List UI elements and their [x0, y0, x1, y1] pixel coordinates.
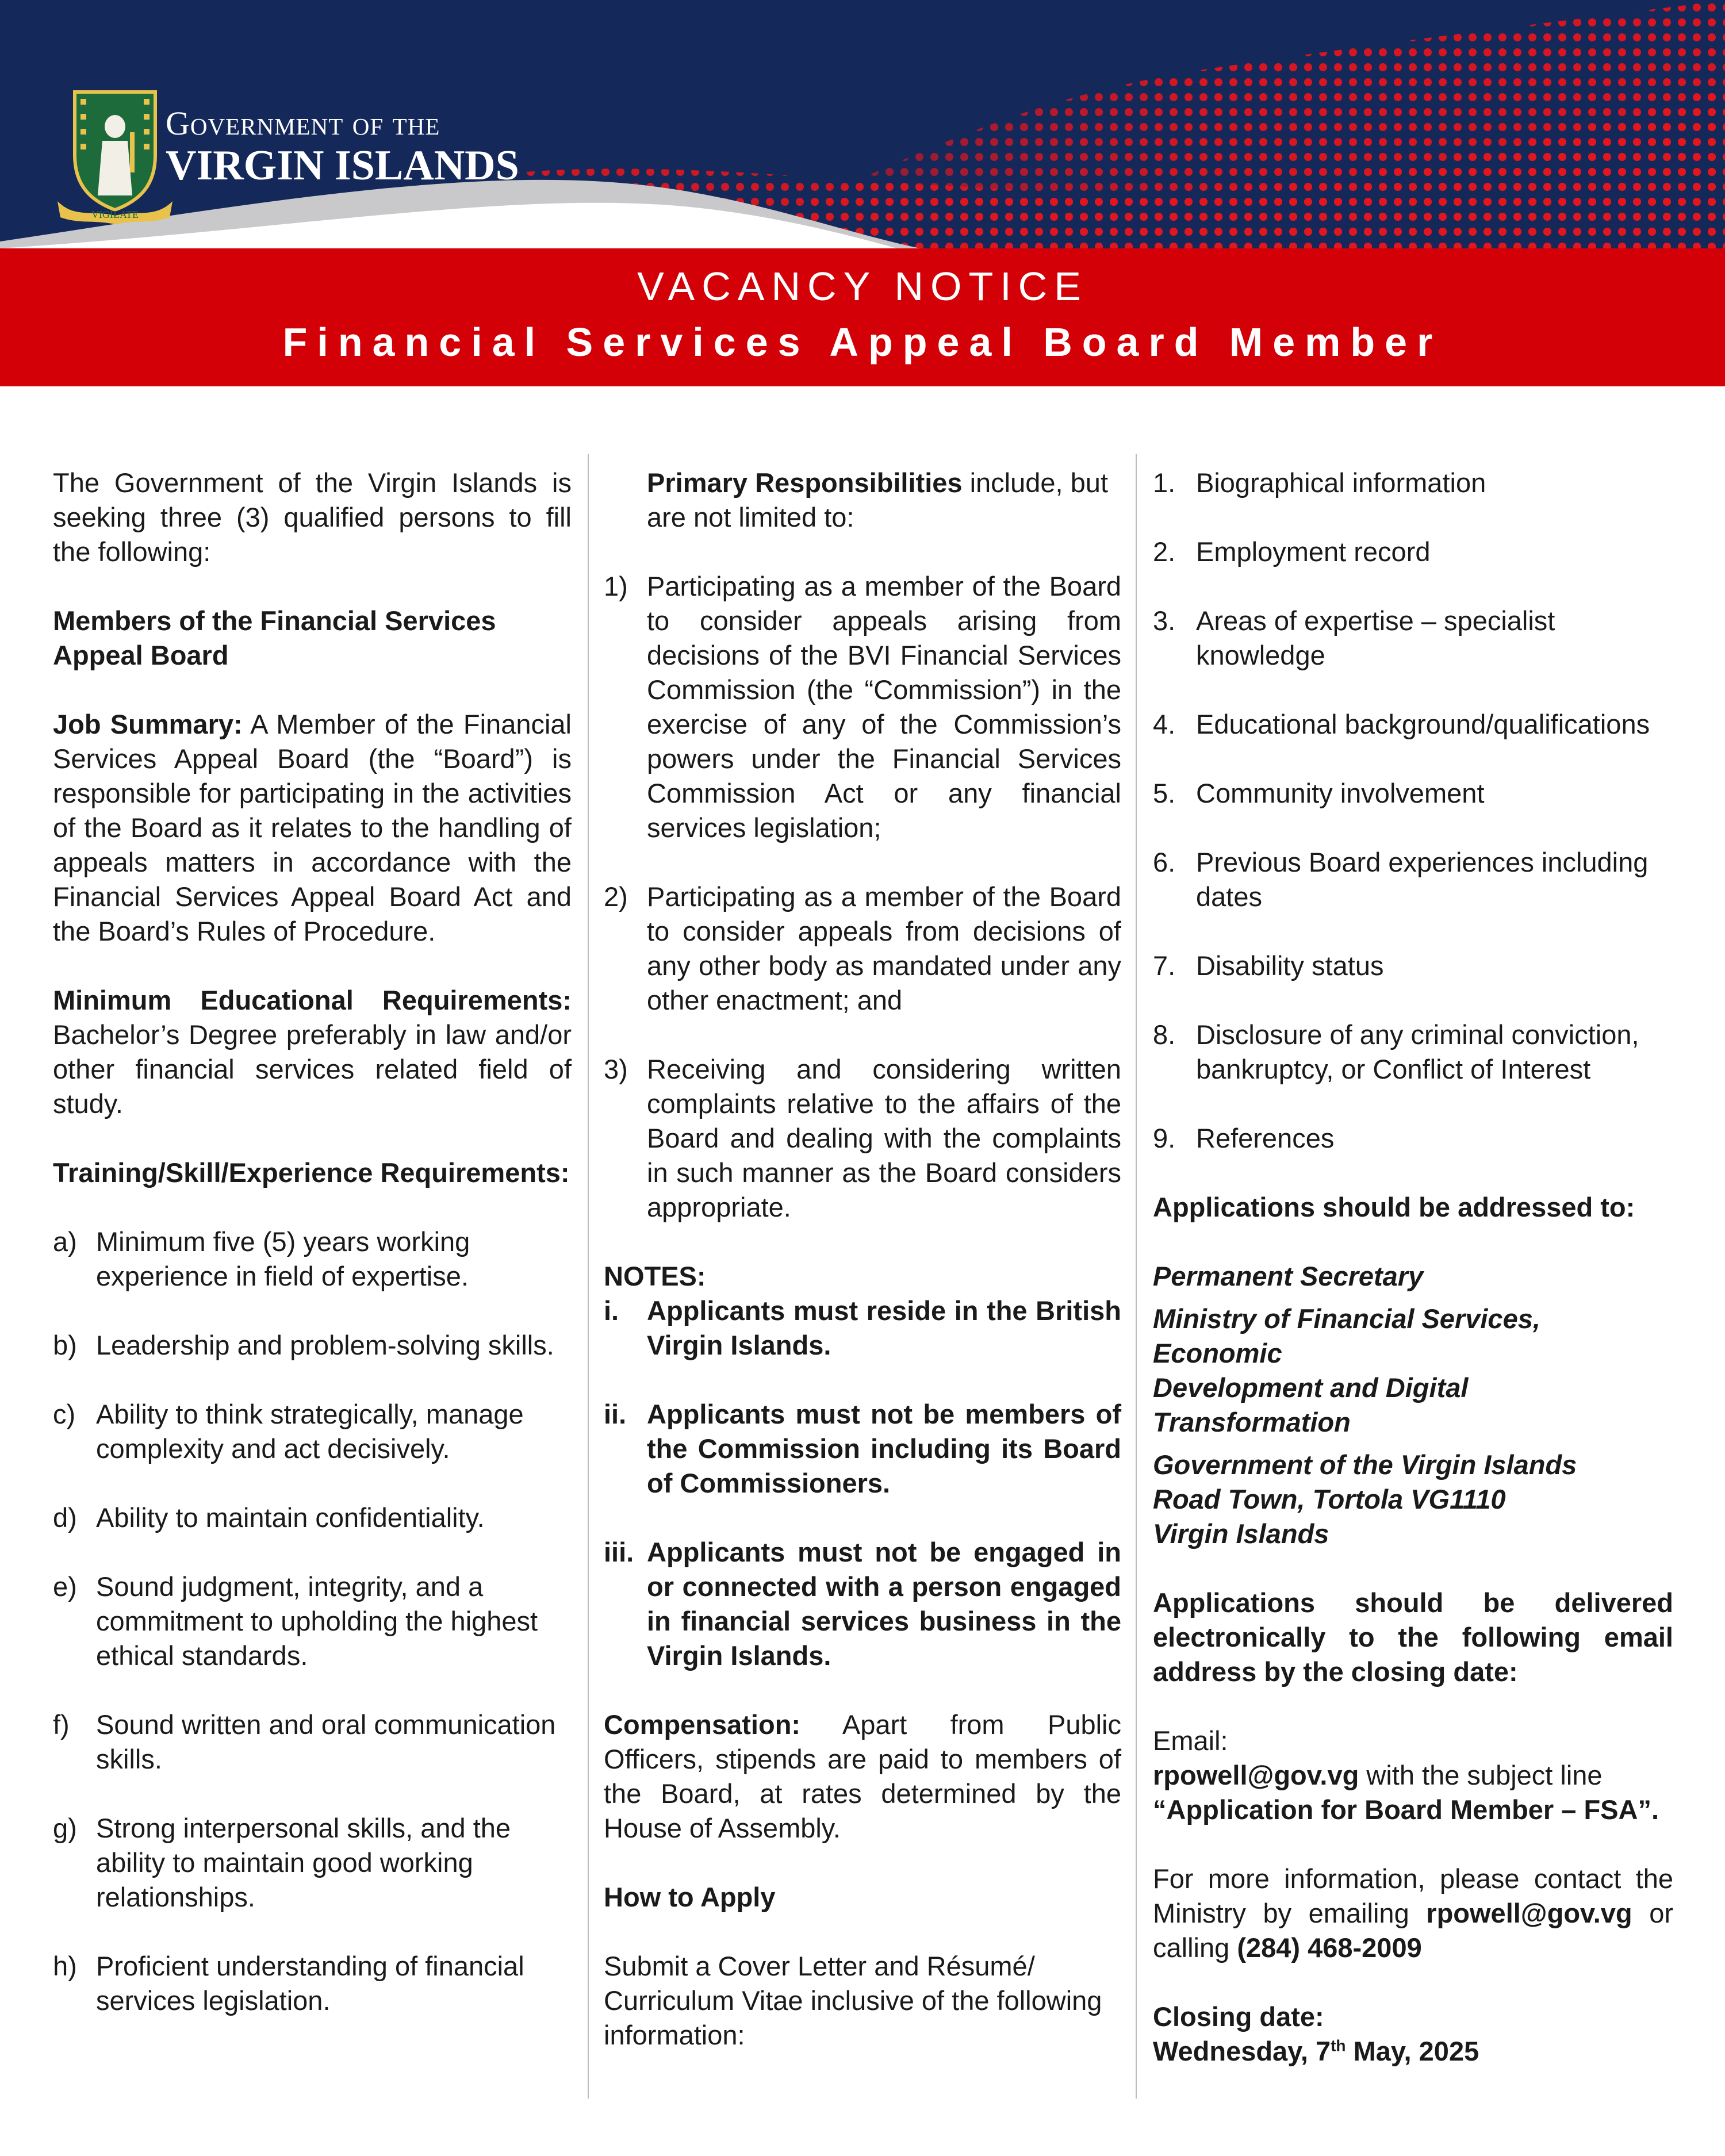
list-item-text: References: [1196, 1123, 1335, 1153]
contact-info-mid: or calling: [1153, 1898, 1673, 1963]
training-heading: Training/Skill/Experience Requirements:: [53, 1157, 570, 1188]
contact-info-text: For more information, please contact the Ministry by emailing: [1153, 1863, 1673, 1928]
list-item-text: Areas of expertise – specialist knowledge: [1196, 605, 1555, 670]
education-label: Minimum Educational Requirements:: [53, 985, 572, 1015]
list-item-text: Participating as a member of the Board to consider appeals arising from decisions of the BVI Financial Services Commission (the “Commission”) in the exercise of any of the Commission’s powers under the Financial Services Commission Act or any financial services legislation;: [647, 571, 1121, 843]
list-item-text: Receiving and considering written complaints relative to the affairs of the Board and dealing with the complaints in such manner as the Board considers appropriate.: [647, 1054, 1121, 1222]
note-marker: i.: [604, 1295, 619, 1326]
list-item-text: Participating as a member of the Board to consider appeals from decisions of any other body as mandated under any other enactment; and: [647, 881, 1121, 1015]
list-item: [53, 1225, 572, 1294]
list-marker: 4.: [1153, 709, 1176, 739]
list-marker: b): [53, 1330, 77, 1360]
list-item-text: Minimum five (5) years working experience in field of expertise.: [96, 1226, 470, 1291]
note-item: [604, 1535, 1121, 1673]
government-line-2: VIRGIN ISLANDS: [166, 142, 519, 189]
notice-title: VACANCY NOTICE: [637, 264, 1088, 309]
position-title: Financial Services Appeal Board Member: [282, 320, 1443, 365]
notes-heading: NOTES:: [604, 1261, 706, 1291]
how-to-apply-text: Submit a Cover Letter and Résumé/ Curriculum Vitae inclusive of the following information:: [604, 1951, 1102, 2050]
job-summary: [53, 707, 572, 949]
list-item-text: Disclosure of any criminal conviction, bankruptcy, or Conflict of Interest: [1196, 1019, 1639, 1084]
list-item: [1153, 845, 1673, 914]
list-item: [1153, 949, 1673, 983]
list-item: [53, 1708, 572, 1777]
responsibilities-intro: [604, 466, 1121, 535]
list-item-text: Sound written and oral communication skills.: [96, 1709, 556, 1774]
compensation-label: Compensation:: [604, 1709, 801, 1740]
closing-date: [1153, 2034, 1673, 2069]
list-item: [53, 1949, 572, 2018]
list-marker: 2): [604, 881, 628, 912]
responsibilities-intro-text: include, but are not limited to:: [647, 467, 1108, 532]
email-link[interactable]: rpowell@gov.vg: [1153, 1760, 1359, 1790]
address-line-3: Virgin Islands: [1153, 1518, 1329, 1549]
list-item: [1153, 1018, 1673, 1087]
list-marker: 1): [604, 571, 628, 601]
intro-paragraph: The Government of the Virgin Islands is seeking three (3) qualified persons to fill the following:: [53, 467, 572, 567]
list-item: [53, 1397, 572, 1466]
subject-line: “Application for Board Member – FSA”.: [1153, 1794, 1659, 1825]
header-band: [0, 0, 1725, 248]
closing-date-weekday: Wednesday, 7: [1153, 2036, 1331, 2066]
list-item-text: Sound judgment, integrity, and a commitment to upholding the highest ethical standards.: [96, 1571, 538, 1671]
list-item-text: Proficient understanding of financial services legislation.: [96, 1951, 524, 2016]
government-name: [166, 105, 519, 189]
ministry-name: [1153, 1302, 1673, 1440]
note-item: [604, 1397, 1121, 1501]
addressee: Permanent Secretary: [1153, 1261, 1424, 1291]
list-marker: d): [53, 1502, 77, 1533]
position-heading-line-1: Members of the Financial Services: [53, 605, 496, 636]
coat-of-arms-icon: [57, 86, 172, 224]
job-summary-label: Job Summary:: [53, 709, 243, 739]
position-heading: [53, 604, 572, 673]
closing-date-rest: May, 2025: [1346, 2036, 1479, 2066]
note-marker: ii.: [604, 1399, 627, 1429]
list-marker: 5.: [1153, 778, 1176, 808]
column-middle: [604, 466, 1121, 2053]
compensation-text: Apart from Public Officers, stipends are paid to members of the Board, at rates determined by the House of Assembly.: [604, 1709, 1121, 1843]
list-marker: 3.: [1153, 605, 1176, 636]
position-heading-line-2: Appeal Board: [53, 640, 229, 670]
note-text: Applicants must reside in the British Virgin Islands.: [647, 1295, 1121, 1360]
note-text: Applicants must not be members of the Commission including its Board of Commissioners.: [647, 1399, 1121, 1498]
contact-email-link[interactable]: rpowell@gov.vg: [1426, 1898, 1632, 1928]
compensation: [604, 1708, 1121, 1846]
list-item-text: Previous Board experiences including dates: [1196, 847, 1649, 912]
education-requirements: [53, 983, 572, 1121]
list-item: [1153, 1121, 1673, 1156]
list-marker: 8.: [1153, 1019, 1176, 1050]
address-line-2: Road Town, Tortola VG1110: [1153, 1484, 1506, 1514]
delivery-instructions: Applications should be delivered electronically to the following email address by the closing date:: [1153, 1587, 1673, 1687]
list-item-text: Strong interpersonal skills, and the ability to maintain good working relationships.: [96, 1813, 511, 1912]
list-item-text: Community involvement: [1196, 778, 1485, 808]
list-item: [1153, 776, 1673, 811]
list-item: [1153, 707, 1673, 742]
list-item-text: Leadership and problem-solving skills.: [96, 1330, 554, 1360]
closing-date-suffix: th: [1331, 2036, 1346, 2055]
note-item: [604, 1294, 1121, 1363]
closing-date-label: Closing date:: [1153, 2001, 1324, 2032]
contact-info: [1153, 1862, 1673, 1965]
note-marker: iii.: [604, 1537, 634, 1567]
list-marker: e): [53, 1571, 77, 1602]
list-marker: 3): [604, 1054, 628, 1084]
list-marker: f): [53, 1709, 70, 1740]
address-heading: Applications should be addressed to:: [1153, 1192, 1635, 1222]
list-item-text: Ability to think strategically, manage complexity and act decisively.: [96, 1399, 524, 1464]
phone-number[interactable]: (284) 468-2009: [1237, 1932, 1422, 1963]
column-divider-2: [1136, 454, 1137, 2099]
list-item-text: Disability status: [1196, 950, 1384, 981]
column-divider-1: [588, 454, 589, 2099]
list-marker: 2.: [1153, 536, 1176, 567]
list-item-text: Employment record: [1196, 536, 1431, 567]
list-item-text: Ability to maintain confidentiality.: [96, 1502, 485, 1533]
mailing-address: [1153, 1448, 1673, 1551]
list-marker: 6.: [1153, 847, 1176, 877]
list-item: [604, 880, 1121, 1018]
list-item: [604, 569, 1121, 845]
list-item: [1153, 604, 1673, 673]
list-item: [604, 1052, 1121, 1225]
list-item: [53, 1811, 572, 1915]
column-left: [53, 466, 572, 2018]
ministry-line-2: Development and Digital Transformation: [1153, 1372, 1469, 1437]
email-subject-text: with the subject line: [1359, 1760, 1603, 1790]
list-marker: h): [53, 1951, 77, 1981]
job-summary-text: A Member of the Financial Services Appeal Board (the “Board”) is responsible for participating in the activities of the Board as it relates to the handling of appeals matters in accordance with the Financial Services Appeal Board Act and the Board’s Rules of Procedure.: [53, 709, 572, 946]
list-marker: g): [53, 1813, 77, 1843]
list-item: [53, 1501, 572, 1535]
list-item: [53, 1328, 572, 1363]
list-marker: c): [53, 1399, 76, 1429]
list-marker: a): [53, 1226, 77, 1257]
government-line-1: Government of the: [166, 105, 440, 142]
list-item-text: Educational background/qualifications: [1196, 709, 1650, 739]
skills-list: [53, 1225, 572, 2018]
note-text: Applicants must not be engaged in or connected with a person engaged in financial services business in the Virgin Islands.: [647, 1537, 1121, 1671]
email-line: [1153, 1758, 1673, 1827]
svg-text:VIGILATE: VIGILATE: [91, 209, 139, 220]
list-marker: 9.: [1153, 1123, 1176, 1153]
list-item-text: Biographical information: [1196, 467, 1486, 498]
address-line-1: Government of the Virgin Islands: [1153, 1449, 1577, 1480]
list-item: [53, 1570, 572, 1673]
list-item: [1153, 535, 1673, 569]
title-banner: [0, 248, 1725, 386]
list-marker: 1.: [1153, 467, 1176, 498]
how-to-apply-heading: How to Apply: [604, 1882, 776, 1912]
column-right: [1153, 466, 1673, 2069]
list-marker: 7.: [1153, 950, 1176, 981]
email-label: Email:: [1153, 1725, 1228, 1756]
list-item: [1153, 466, 1673, 500]
education-text: Bachelor’s Degree preferably in law and/or other financial services related field of study.: [53, 1019, 572, 1119]
ministry-line-1: Ministry of Financial Services, Economic: [1153, 1303, 1540, 1368]
responsibilities-label: Primary Responsibilities: [647, 467, 963, 498]
